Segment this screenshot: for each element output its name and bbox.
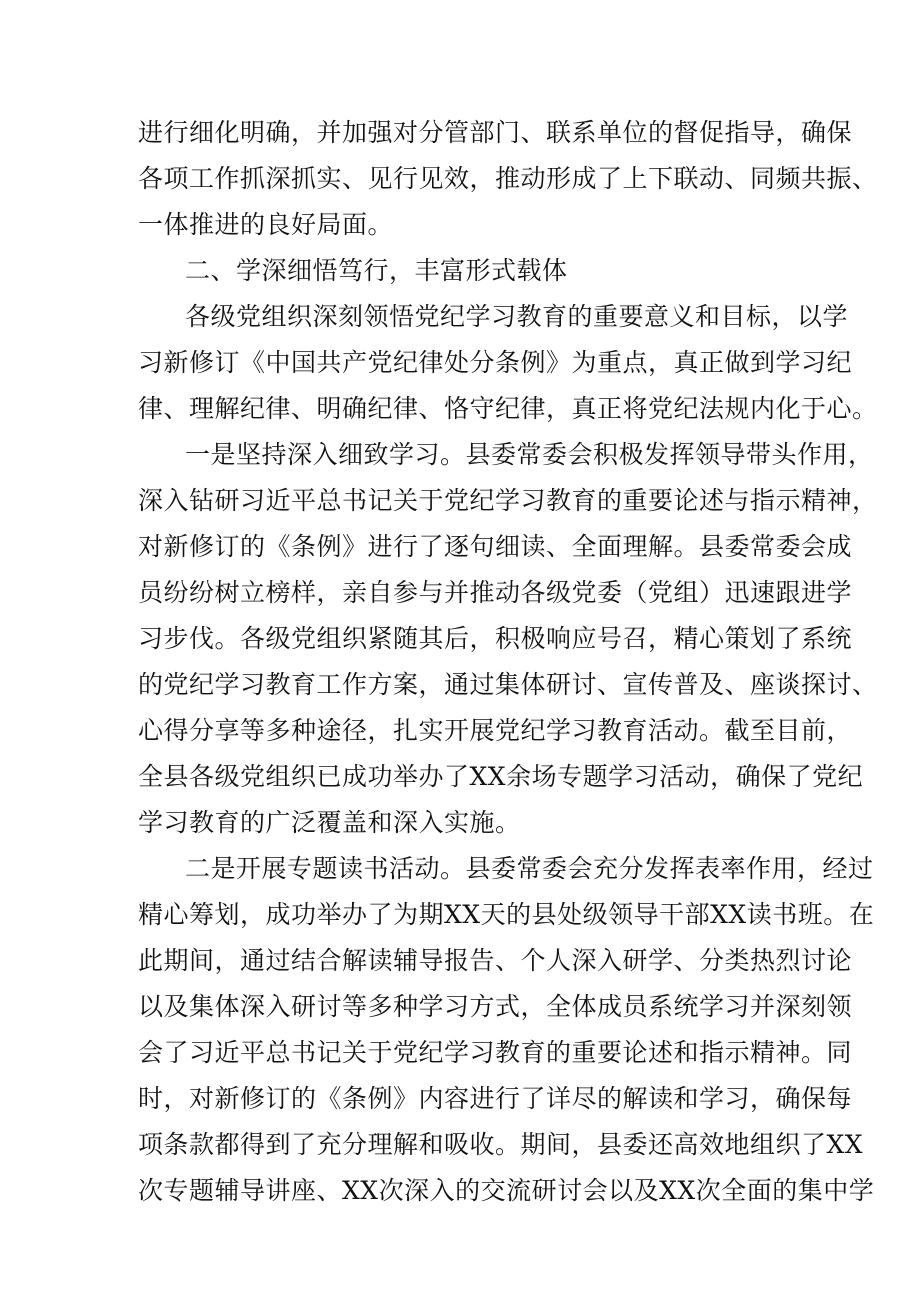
text-line: 会了习近平总书记关于党纪学习教育的重要论述和指示精神。同 [138, 1038, 853, 1067]
text-line: 心得分享等多种途径，扎实开展党纪学习教育活动。截至目前， [138, 716, 853, 745]
text-line: 一体推进的良好局面。 [138, 210, 394, 239]
text-line: 进行细化明确，并加强对分管部门、联系单位的督促指导，确保 [138, 118, 853, 147]
text-line: 以及集体深入研讨等多种学习方式，全体成员系统学习并深刻领 [138, 992, 853, 1021]
text-line: 员纷纷树立榜样，亲自参与并推动各级党委（党组）迅速跟进学 [138, 578, 853, 607]
text-line: 次专题辅导讲座、XX次深入的交流研讨会以及XX次全面的集中学 [138, 1176, 875, 1205]
text-line: 习新修订《中国共产党纪律处分条例》为重点，真正做到学习纪 [138, 348, 853, 377]
section-heading: 二、学深细悟笃行，丰富形式载体 [185, 256, 568, 285]
text-line: 学习教育的广泛覆盖和深入实施。 [138, 808, 521, 837]
text-line: 全县各级党组织已成功举办了XX余场专题学习活动，确保了党纪 [138, 762, 864, 791]
text-line: 精心筹划，成功举办了为期XX天的县处级领导干部XX读书班。在 [138, 900, 875, 929]
text-line: 时，对新修订的《条例》内容进行了详尽的解读和学习，确保每 [138, 1084, 853, 1113]
text-line: 律、理解纪律、明确纪律、恪守纪律，真正将党纪法规内化于心。 [138, 394, 878, 423]
text-line: 习步伐。各级党组织紧随其后，积极响应号召，精心策划了系统 [138, 624, 853, 653]
text-line: 项条款都得到了充分理解和吸收。期间，县委还高效地组织了XX [138, 1130, 864, 1159]
text-line: 深入钻研习近平总书记关于党纪学习教育的重要论述与指示精神， [138, 486, 878, 515]
text-line: 各项工作抓深抓实、见行见效，推动形成了上下联动、同频共振、 [138, 164, 878, 193]
text-line: 各级党组织深刻领悟党纪学习教育的重要意义和目标，以学 [185, 302, 849, 331]
text-line: 二是开展专题读书活动。县委常委会充分发挥表率作用，经过 [185, 854, 874, 883]
text-line: 的党纪学习教育工作方案，通过集体研讨、宣传普及、座谈探讨、 [138, 670, 878, 699]
text-line: 一是坚持深入细致学习。县委常委会积极发挥领导带头作用， [185, 440, 874, 469]
text-line: 此期间，通过结合解读辅导报告、个人深入研学、分类热烈讨论 [138, 946, 853, 975]
text-line: 对新修订的《条例》进行了逐句细读、全面理解。县委常委会成 [138, 532, 853, 561]
